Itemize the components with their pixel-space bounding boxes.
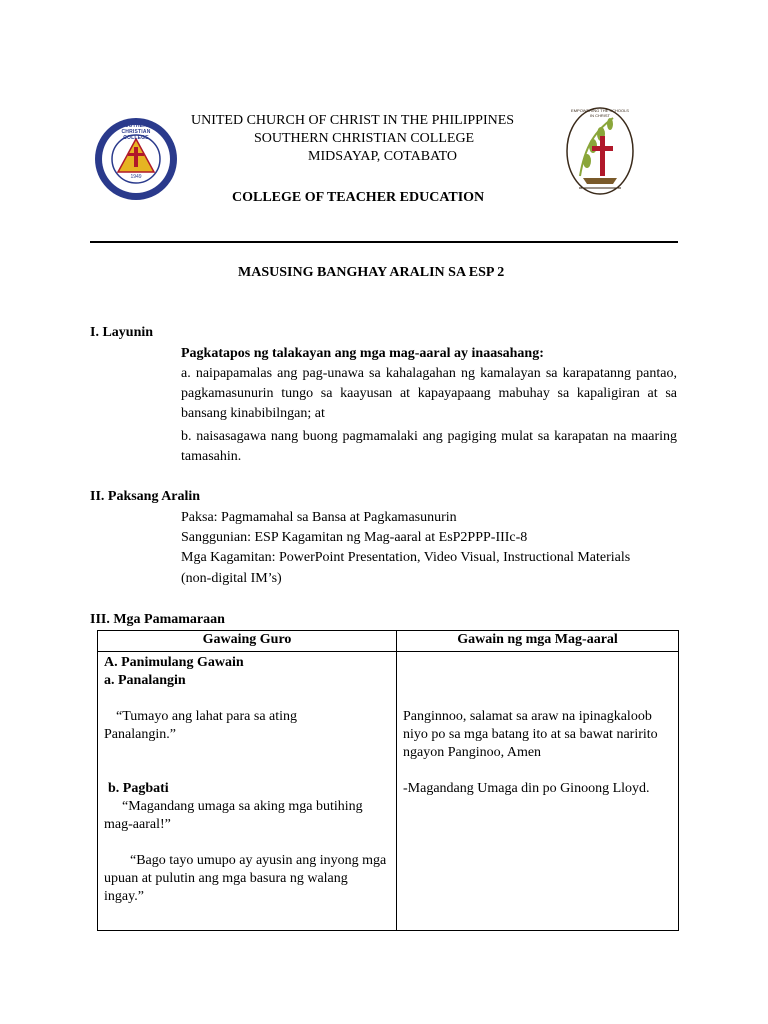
section-1-heading: I. Layunin <box>90 325 154 340</box>
pagbati-student-text: -Magandang Umaga din po Ginoong Lloyd. <box>403 781 650 796</box>
teacher-column-header: Gawaing Guro <box>98 631 397 652</box>
sanggunian-line: Sanggunian: ESP Kagamitan ng Mag-aaral at EsP2PPP-IIIc-8 <box>181 530 528 545</box>
header-line-2: SOUTHERN CHRISTIAN COLLEGE <box>254 131 475 146</box>
left-seal-year: 1949 <box>130 174 142 180</box>
section-3-heading: III. Mga Pamamaraan <box>90 612 225 627</box>
right-seal-text: EMPOWERING THE SCHOOLS IN CHRIST <box>571 108 629 118</box>
right-college-seal <box>565 106 635 196</box>
page-title: MASUSING BANGHAY ARALIN SA ESP 2 <box>238 265 505 280</box>
college-name: COLLEGE OF TEACHER EDUCATION <box>232 190 485 205</box>
left-seal-text: SOUTHERN CHRISTIAN COLLEGE <box>121 123 151 141</box>
cross-leaf-seal-graphic <box>565 106 635 196</box>
kagamitan-line: Mga Kagamitan: PowerPoint Presentation, Video Visual, Instructional Materials <box>181 550 631 565</box>
section-1-intro: Pagkatapos ng talakayan ang mga mag-aaral ay inaasahang: <box>181 346 544 361</box>
table-row <box>98 652 679 931</box>
pagbati-teacher-text: “Magandang umaga sa aking mga butihing mag-aaral!” <box>104 799 363 832</box>
panalangin-student-text: Panginnoo, salamat sa araw na ipinagkaloob niyo po sa mga batang ito at sa bawat naririto ngayon Panginoo, Amen <box>403 709 658 760</box>
header-line-1: UNITED CHURCH OF CHRIST IN THE PHILIPPINES <box>191 113 515 128</box>
header-line-3: MIDSAYAP, COTABATO <box>308 149 458 164</box>
teacher-activities-cell <box>98 652 397 931</box>
kagamitan-line-2: (non-digital IM’s) <box>181 571 282 586</box>
student-activities-cell <box>397 652 679 931</box>
objective-a: a. naipapamalas ang pag-unawa sa kahalagahan ng kamalayan sa karapatanng pantao, pagkamasunurin tungo sa kaayusan at kapayapaang mabuhay sa kapaligiran at sa bansang kinabibilngan; at <box>181 366 677 421</box>
objective-b: b. naisasagawa nang buong pagmamalaki ang pagiging mulat sa karapatan na maaring tamasahin. <box>181 429 677 464</box>
panalangin-heading: a. Panalangin <box>104 673 186 688</box>
paksa-line: Paksa: Pagmamahal sa Bansa at Pagkamasunurin <box>181 510 457 525</box>
table-header-row <box>98 631 679 652</box>
section-2-heading: II. Paksang Aralin <box>90 489 201 504</box>
header-divider <box>90 241 678 243</box>
panalangin-teacher-text: “Tumayo ang lahat para sa ating Panalangin.” <box>104 709 298 742</box>
student-column-header: Gawain ng mga Mag-aaral <box>397 631 679 652</box>
procedure-table <box>97 630 679 931</box>
activity-heading: A. Panimulang Gawain <box>104 655 244 670</box>
left-college-seal <box>94 117 178 201</box>
pagbati-heading: b. Pagbati <box>108 781 169 796</box>
upo-teacher-text: “Bago tayo umupo ay ayusin ang inyong mga upuan at pulutin ang mga basura ng walang ingay.” <box>104 853 387 904</box>
